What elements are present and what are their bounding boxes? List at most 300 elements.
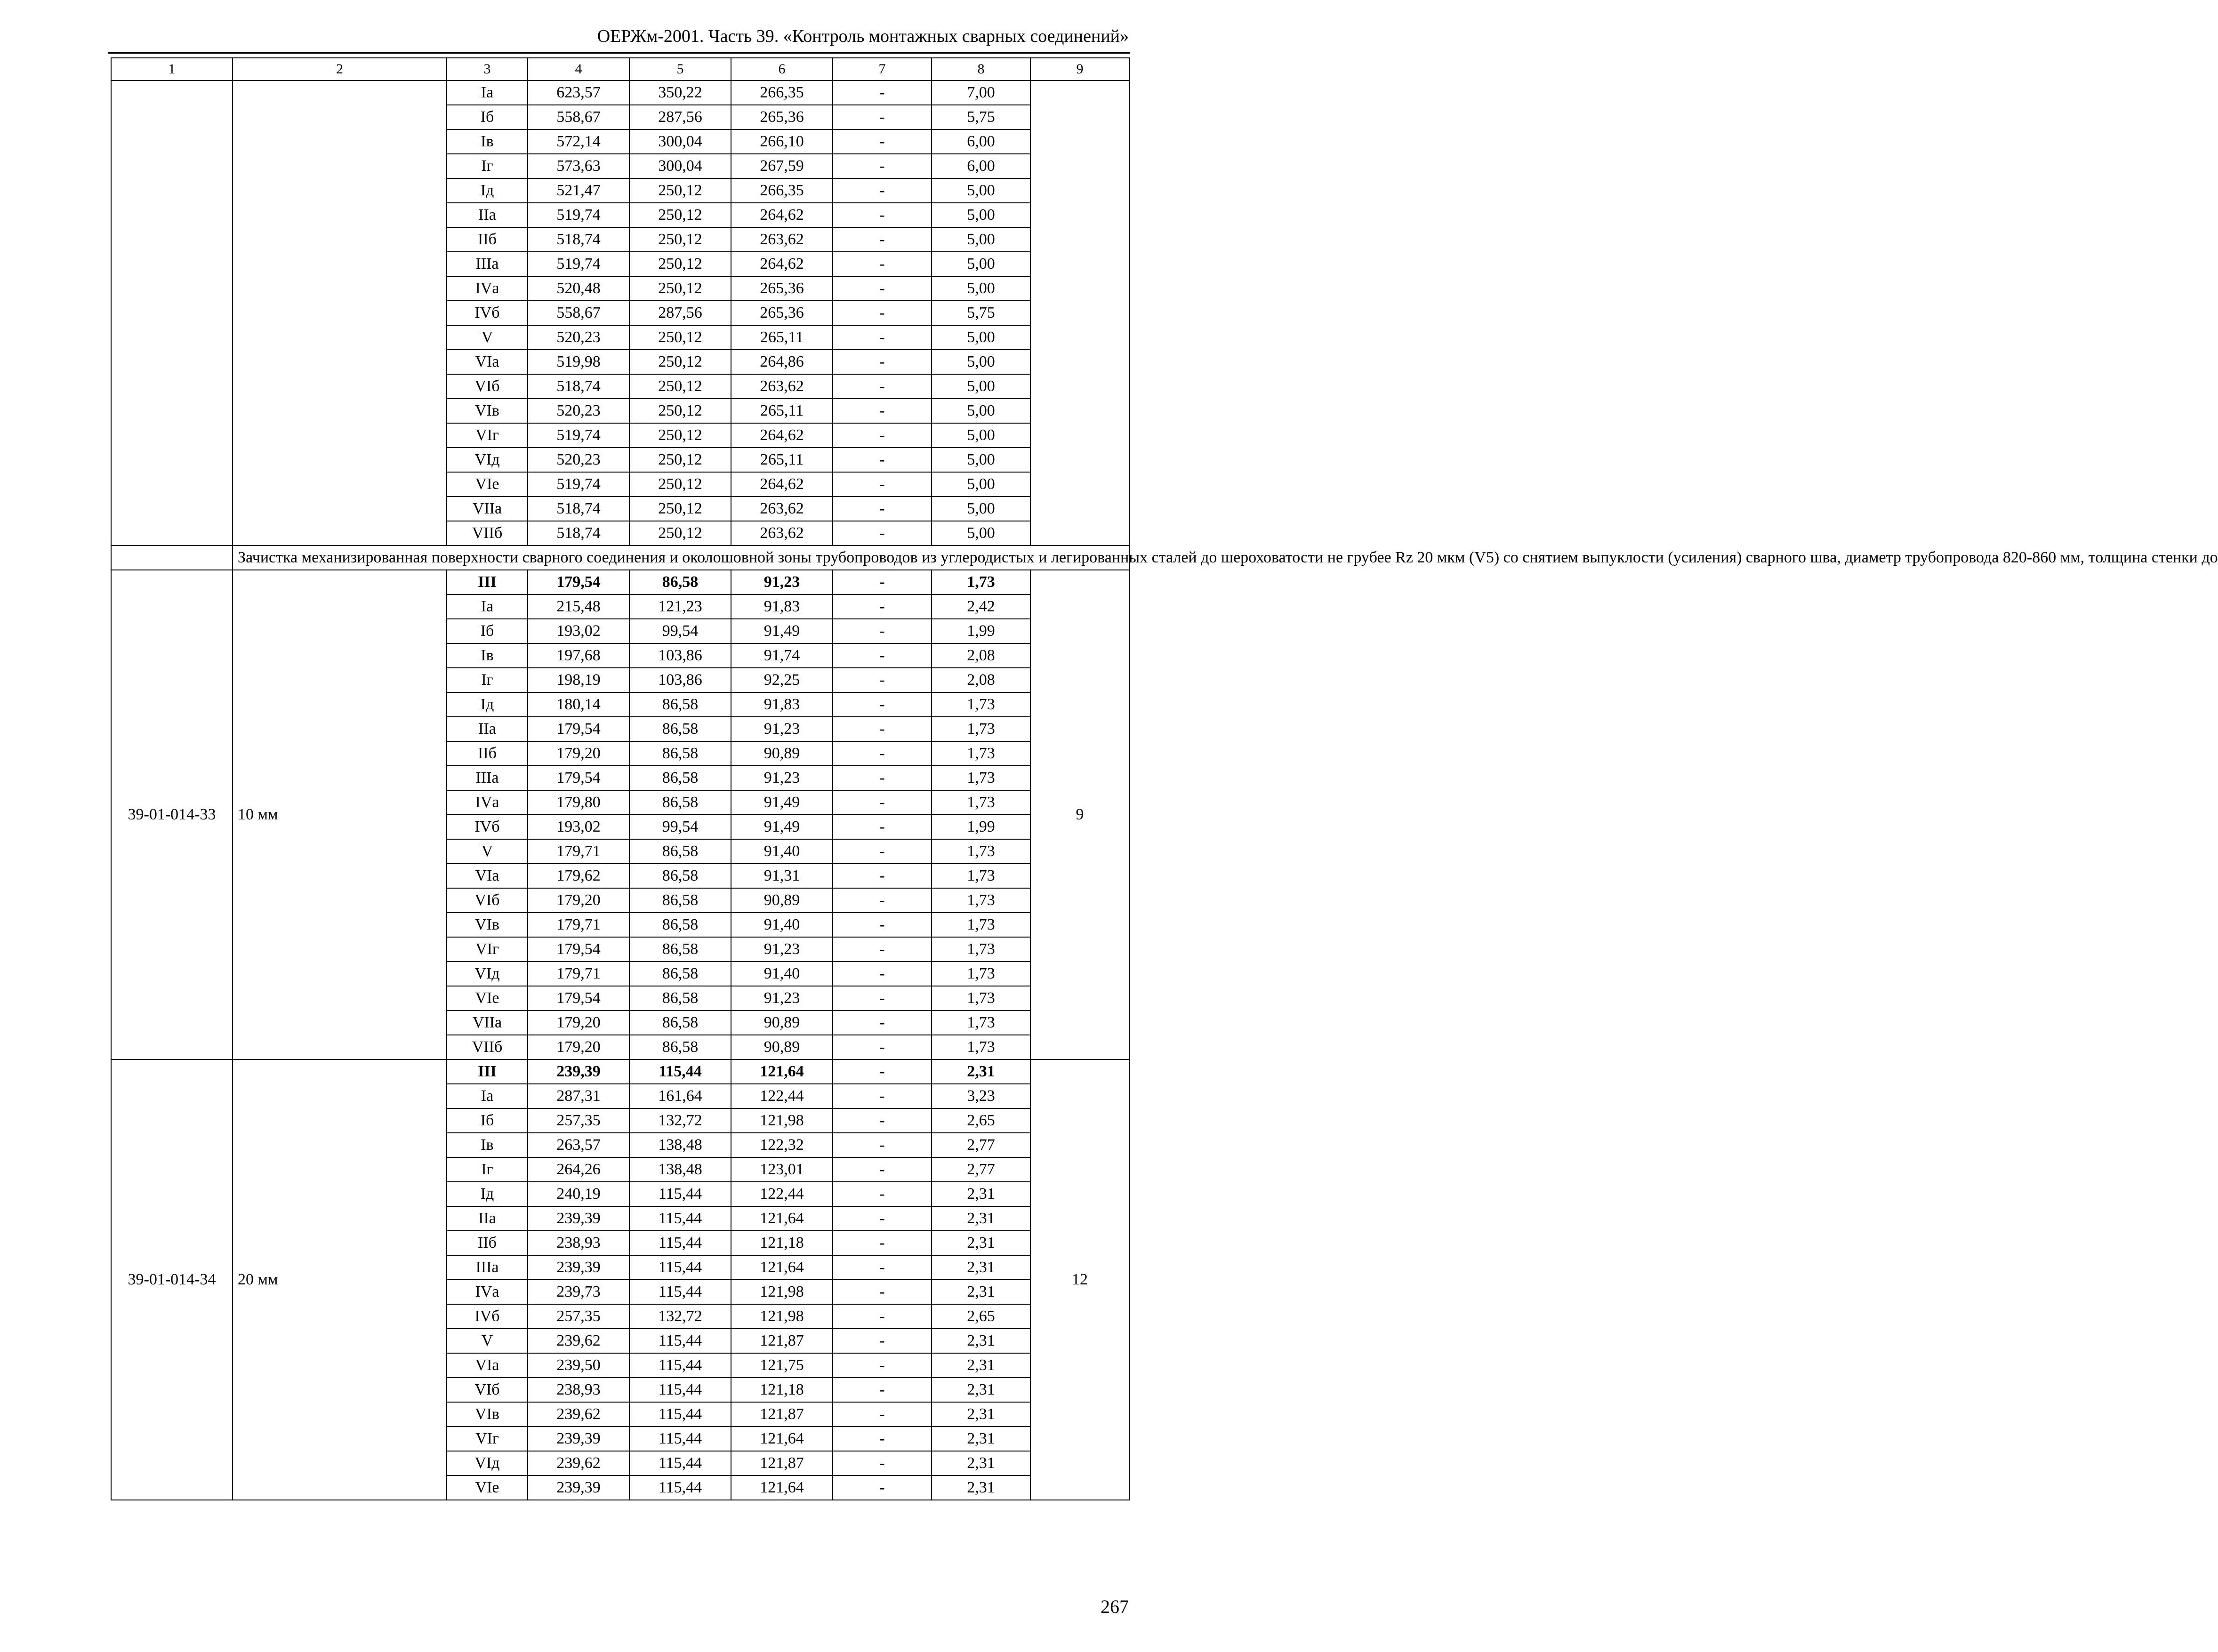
value-cell: 238,93: [528, 1231, 629, 1255]
value-cell: 91,49: [731, 815, 833, 839]
value-cell: -: [833, 154, 932, 178]
value-cell: -: [833, 1035, 932, 1059]
value-cell: 90,89: [731, 741, 833, 766]
value-cell: 5,75: [932, 105, 1030, 129]
value-cell: 121,98: [731, 1108, 833, 1133]
value-cell: 115,44: [629, 1255, 731, 1280]
value-cell: 92,25: [731, 668, 833, 692]
value-cell: VIа: [447, 350, 528, 374]
value-cell: 91,23: [731, 717, 833, 741]
value-cell: IIа: [447, 203, 528, 227]
value-cell: 122,32: [731, 1133, 833, 1157]
value-cell: VIд: [447, 448, 528, 472]
value-cell: VIе: [447, 986, 528, 1010]
value-cell: -: [833, 717, 932, 741]
value-cell: 138,48: [629, 1157, 731, 1182]
value-cell: 91,83: [731, 594, 833, 619]
value-cell: -: [833, 1280, 932, 1304]
value-cell: -: [833, 423, 932, 448]
value-cell: 132,72: [629, 1304, 731, 1329]
value-cell: 300,04: [629, 129, 731, 154]
value-cell: 1,73: [932, 717, 1030, 741]
value-cell: -: [833, 643, 932, 668]
value-cell: 1,73: [932, 913, 1030, 937]
value-cell: 179,54: [528, 986, 629, 1010]
value-cell: 115,44: [629, 1476, 731, 1500]
value-cell: 5,00: [932, 472, 1030, 497]
norms-table: [111, 57, 2218, 1500]
value-cell: Iг: [447, 668, 528, 692]
value-cell: 132,72: [629, 1108, 731, 1133]
value-cell: -: [833, 913, 932, 937]
value-cell: 518,74: [528, 497, 629, 521]
value-cell: 2,31: [932, 1427, 1030, 1451]
value-cell: 103,86: [629, 668, 731, 692]
value-cell: VIг: [447, 937, 528, 962]
value-cell: -: [833, 374, 932, 399]
value-cell: 193,02: [528, 619, 629, 643]
value-cell: Iг: [447, 1157, 528, 1182]
value-cell: -: [833, 1329, 932, 1353]
value-cell: 5,00: [932, 276, 1030, 301]
value-cell: 2,77: [932, 1133, 1030, 1157]
value-cell: VIг: [447, 1427, 528, 1451]
value-cell: 5,00: [932, 497, 1030, 521]
name-cell: 10 мм: [233, 570, 447, 1059]
value-cell: -: [833, 619, 932, 643]
value-cell: 250,12: [629, 203, 731, 227]
value-cell: 520,23: [528, 399, 629, 423]
table-row: [111, 80, 1129, 105]
value-cell: 1,73: [932, 741, 1030, 766]
value-cell: 121,64: [731, 1206, 833, 1231]
value-cell: 1,73: [932, 692, 1030, 717]
value-cell: 179,20: [528, 1035, 629, 1059]
value-cell: VIIа: [447, 497, 528, 521]
value-cell: -: [833, 594, 932, 619]
value-cell: IIа: [447, 717, 528, 741]
value-cell: 520,23: [528, 448, 629, 472]
value-cell: 1,73: [932, 962, 1030, 986]
value-cell: VIд: [447, 962, 528, 986]
value-cell: VIа: [447, 1353, 528, 1378]
value-cell: 239,62: [528, 1402, 629, 1427]
value-cell: 350,22: [629, 80, 731, 105]
value-cell: 91,49: [731, 619, 833, 643]
value-cell: 115,44: [629, 1182, 731, 1206]
value-cell: 5,00: [932, 178, 1030, 203]
value-cell: 1,73: [932, 986, 1030, 1010]
value-cell: 239,39: [528, 1476, 629, 1500]
value-cell: 5,00: [932, 227, 1030, 252]
value-cell: 264,86: [731, 350, 833, 374]
value-cell: 90,89: [731, 1035, 833, 1059]
value-cell: -: [833, 1010, 932, 1035]
value-cell: 1,73: [932, 1035, 1030, 1059]
value-cell: 1,73: [932, 888, 1030, 913]
value-cell: 2,31: [932, 1280, 1030, 1304]
column-number: 2: [233, 58, 447, 80]
value-cell: Iд: [447, 178, 528, 203]
value-cell: 5,75: [932, 301, 1030, 325]
value-cell: 179,71: [528, 913, 629, 937]
value-cell: 5,00: [932, 374, 1030, 399]
value-cell: 519,74: [528, 472, 629, 497]
value-cell: -: [833, 1402, 932, 1427]
value-cell: 91,74: [731, 643, 833, 668]
value-cell: 6,00: [932, 154, 1030, 178]
value-cell: 5,00: [932, 203, 1030, 227]
value-cell: -: [833, 105, 932, 129]
value-cell: V: [447, 839, 528, 864]
value-cell: -: [833, 276, 932, 301]
value-cell: IVб: [447, 1304, 528, 1329]
value-cell: 287,56: [629, 105, 731, 129]
value-cell: -: [833, 668, 932, 692]
value-cell: 250,12: [629, 350, 731, 374]
value-cell: VIб: [447, 888, 528, 913]
value-cell: -: [833, 1378, 932, 1402]
value-cell: VIа: [447, 864, 528, 888]
value-cell: 115,44: [629, 1206, 731, 1231]
value-cell: -: [833, 80, 932, 105]
value-cell: 239,39: [528, 1206, 629, 1231]
value-cell: 264,62: [731, 252, 833, 276]
value-cell: 179,71: [528, 839, 629, 864]
value-cell: 250,12: [629, 276, 731, 301]
value-cell: 121,87: [731, 1329, 833, 1353]
value-cell: 1,73: [932, 1010, 1030, 1035]
value-cell: 86,58: [629, 937, 731, 962]
value-cell: 2,65: [932, 1108, 1030, 1133]
value-cell: 86,58: [629, 717, 731, 741]
value-cell: 518,74: [528, 374, 629, 399]
value-cell: 239,62: [528, 1451, 629, 1476]
value-cell: 90,89: [731, 888, 833, 913]
value-cell: Iб: [447, 105, 528, 129]
value-cell: 2,31: [932, 1231, 1030, 1255]
value-cell: 121,75: [731, 1353, 833, 1378]
value-cell: -: [833, 178, 932, 203]
value-cell: 121,87: [731, 1402, 833, 1427]
column-number: 3: [447, 58, 528, 80]
value-cell: 193,02: [528, 815, 629, 839]
value-cell: 265,36: [731, 301, 833, 325]
value-cell: 2,08: [932, 643, 1030, 668]
value-cell: 122,44: [731, 1182, 833, 1206]
value-cell: 2,31: [932, 1182, 1030, 1206]
value-cell: 86,58: [629, 962, 731, 986]
col9-cell: [1030, 80, 1129, 545]
value-cell: 264,62: [731, 472, 833, 497]
value-cell: 264,62: [731, 203, 833, 227]
value-cell: -: [833, 301, 932, 325]
value-cell: -: [833, 888, 932, 913]
value-cell: 264,62: [731, 423, 833, 448]
name-cell: [233, 80, 447, 545]
value-cell: VIв: [447, 913, 528, 937]
value-cell: 86,58: [629, 888, 731, 913]
value-cell: 121,18: [731, 1378, 833, 1402]
value-cell: VIе: [447, 1476, 528, 1500]
value-cell: 5,00: [932, 350, 1030, 374]
value-cell: Iв: [447, 1133, 528, 1157]
value-cell: 91,49: [731, 790, 833, 815]
value-cell: 179,54: [528, 717, 629, 741]
column-number: 4: [528, 58, 629, 80]
value-cell: 267,59: [731, 154, 833, 178]
value-cell: -: [833, 1059, 932, 1084]
value-cell: 121,64: [731, 1427, 833, 1451]
value-cell: 263,62: [731, 497, 833, 521]
value-cell: 115,44: [629, 1451, 731, 1476]
code-cell: 39-01-014-34: [111, 1059, 233, 1500]
value-cell: -: [833, 692, 932, 717]
value-cell: 179,54: [528, 570, 629, 594]
value-cell: 115,44: [629, 1059, 731, 1084]
value-cell: -: [833, 227, 932, 252]
value-cell: 99,54: [629, 619, 731, 643]
value-cell: -: [833, 448, 932, 472]
value-cell: VIв: [447, 1402, 528, 1427]
col9-cell: 9: [1030, 570, 1129, 1059]
value-cell: 239,62: [528, 1329, 629, 1353]
value-cell: 86,58: [629, 692, 731, 717]
value-cell: 2,08: [932, 668, 1030, 692]
value-cell: -: [833, 570, 932, 594]
value-cell: -: [833, 350, 932, 374]
value-cell: -: [833, 521, 932, 545]
header-rule: [108, 52, 1130, 54]
table-row: [111, 570, 1129, 594]
value-cell: -: [833, 1108, 932, 1133]
value-cell: VIе: [447, 472, 528, 497]
value-cell: -: [833, 252, 932, 276]
value-cell: 86,58: [629, 1035, 731, 1059]
value-cell: 1,99: [932, 815, 1030, 839]
value-cell: 518,74: [528, 227, 629, 252]
value-cell: 572,14: [528, 129, 629, 154]
value-cell: 3,23: [932, 1084, 1030, 1108]
value-cell: 5,00: [932, 325, 1030, 350]
value-cell: 573,63: [528, 154, 629, 178]
value-cell: 287,56: [629, 301, 731, 325]
value-cell: 265,11: [731, 448, 833, 472]
value-cell: 239,39: [528, 1427, 629, 1451]
value-cell: -: [833, 741, 932, 766]
value-cell: VIд: [447, 1451, 528, 1476]
page-header: ОЕРЖм-2001. Часть 39. «Контроль монтажных сварных соединений»: [597, 26, 1129, 46]
value-cell: 115,44: [629, 1231, 731, 1255]
value-cell: Iд: [447, 692, 528, 717]
section-empty-cell: [111, 545, 233, 570]
value-cell: 239,50: [528, 1353, 629, 1378]
value-cell: -: [833, 1451, 932, 1476]
value-cell: 250,12: [629, 472, 731, 497]
value-cell: 179,54: [528, 937, 629, 962]
value-cell: 90,89: [731, 1010, 833, 1035]
value-cell: -: [833, 1353, 932, 1378]
value-cell: -: [833, 1182, 932, 1206]
value-cell: 263,57: [528, 1133, 629, 1157]
value-cell: -: [833, 1427, 932, 1451]
column-number: 1: [111, 58, 233, 80]
value-cell: 265,11: [731, 399, 833, 423]
value-cell: IIа: [447, 1206, 528, 1231]
value-cell: IIIа: [447, 1255, 528, 1280]
value-cell: 1,73: [932, 839, 1030, 864]
value-cell: 86,58: [629, 913, 731, 937]
value-cell: 239,73: [528, 1280, 629, 1304]
value-cell: 250,12: [629, 252, 731, 276]
value-cell: -: [833, 1255, 932, 1280]
value-cell: 265,36: [731, 105, 833, 129]
value-cell: -: [833, 962, 932, 986]
value-cell: 6,00: [932, 129, 1030, 154]
value-cell: 265,36: [731, 276, 833, 301]
value-cell: 91,83: [731, 692, 833, 717]
value-cell: IVа: [447, 790, 528, 815]
value-cell: 7,00: [932, 80, 1030, 105]
value-cell: 250,12: [629, 423, 731, 448]
value-cell: 179,20: [528, 888, 629, 913]
value-cell: -: [833, 497, 932, 521]
value-cell: 86,58: [629, 986, 731, 1010]
value-cell: 2,31: [932, 1059, 1030, 1084]
value-cell: 91,23: [731, 766, 833, 790]
value-cell: 266,10: [731, 129, 833, 154]
value-cell: -: [833, 1157, 932, 1182]
column-number: 6: [731, 58, 833, 80]
value-cell: 250,12: [629, 325, 731, 350]
value-cell: 2,65: [932, 1304, 1030, 1329]
value-cell: 250,12: [629, 374, 731, 399]
value-cell: 198,19: [528, 668, 629, 692]
value-cell: 263,62: [731, 374, 833, 399]
value-cell: 519,74: [528, 203, 629, 227]
value-cell: -: [833, 864, 932, 888]
value-cell: 520,48: [528, 276, 629, 301]
value-cell: 1,73: [932, 790, 1030, 815]
value-cell: -: [833, 839, 932, 864]
value-cell: Iа: [447, 594, 528, 619]
value-cell: 5,00: [932, 521, 1030, 545]
value-cell: 2,31: [932, 1329, 1030, 1353]
value-cell: 86,58: [629, 864, 731, 888]
value-cell: -: [833, 1084, 932, 1108]
value-cell: -: [833, 1133, 932, 1157]
value-cell: 179,20: [528, 1010, 629, 1035]
value-cell: 2,31: [932, 1378, 1030, 1402]
page-number: 267: [1101, 1596, 1129, 1617]
value-cell: 2,31: [932, 1353, 1030, 1378]
value-cell: VIIб: [447, 1035, 528, 1059]
column-number: 5: [629, 58, 731, 80]
value-cell: IIб: [447, 741, 528, 766]
value-cell: 123,01: [731, 1157, 833, 1182]
value-cell: V: [447, 325, 528, 350]
value-cell: Iб: [447, 1108, 528, 1133]
value-cell: 1,73: [932, 937, 1030, 962]
value-cell: 1,73: [932, 570, 1030, 594]
value-cell: 240,19: [528, 1182, 629, 1206]
value-cell: 86,58: [629, 741, 731, 766]
value-cell: 2,31: [932, 1402, 1030, 1427]
value-cell: Iв: [447, 643, 528, 668]
value-cell: VIв: [447, 399, 528, 423]
value-cell: 2,77: [932, 1157, 1030, 1182]
section-row: [111, 545, 1129, 570]
value-cell: VIб: [447, 374, 528, 399]
column-number: 8: [932, 58, 1030, 80]
column-number: 7: [833, 58, 932, 80]
value-cell: VIIб: [447, 521, 528, 545]
value-cell: 91,40: [731, 962, 833, 986]
value-cell: 2,31: [932, 1451, 1030, 1476]
table-body: [111, 80, 2218, 1500]
value-cell: 115,44: [629, 1378, 731, 1402]
value-cell: IIб: [447, 1231, 528, 1255]
value-cell: -: [833, 937, 932, 962]
code-cell: [111, 80, 233, 545]
value-cell: 115,44: [629, 1402, 731, 1427]
value-cell: -: [833, 1304, 932, 1329]
value-cell: 1,99: [932, 619, 1030, 643]
value-cell: 257,35: [528, 1304, 629, 1329]
value-cell: 91,23: [731, 986, 833, 1010]
value-cell: 2,31: [932, 1476, 1030, 1500]
value-cell: 519,74: [528, 252, 629, 276]
value-cell: 121,64: [731, 1476, 833, 1500]
value-cell: 103,86: [629, 643, 731, 668]
value-cell: 99,54: [629, 815, 731, 839]
value-cell: V: [447, 1329, 528, 1353]
value-cell: 250,12: [629, 399, 731, 423]
value-cell: 250,12: [629, 227, 731, 252]
value-cell: 121,87: [731, 1451, 833, 1476]
value-cell: 238,93: [528, 1378, 629, 1402]
value-cell: -: [833, 1476, 932, 1500]
value-cell: -: [833, 1231, 932, 1255]
value-cell: 161,64: [629, 1084, 731, 1108]
value-cell: Iг: [447, 154, 528, 178]
value-cell: -: [833, 129, 932, 154]
value-cell: -: [833, 1206, 932, 1231]
value-cell: IVа: [447, 276, 528, 301]
value-cell: 250,12: [629, 448, 731, 472]
col9-cell: 12: [1030, 1059, 1129, 1500]
value-cell: 519,74: [528, 423, 629, 448]
code-cell: 39-01-014-33: [111, 570, 233, 1059]
value-cell: 558,67: [528, 301, 629, 325]
value-cell: IVб: [447, 301, 528, 325]
section-title: Зачистка механизированная поверхности сварного соединения и околошовной зоны трубопроводов из углеродистых и легированных сталей до шероховатости не грубее Rz 20 мкм (V5) со снятием выпуклости (усиления) сварного шва, диаметр трубопровода 820-860 мм, толщина стенки до: [233, 545, 1129, 570]
value-cell: 5,00: [932, 423, 1030, 448]
value-cell: 250,12: [629, 178, 731, 203]
value-cell: 121,23: [629, 594, 731, 619]
value-cell: -: [833, 325, 932, 350]
value-cell: Iв: [447, 129, 528, 154]
value-cell: -: [833, 986, 932, 1010]
value-cell: 86,58: [629, 570, 731, 594]
value-cell: III: [447, 1059, 528, 1084]
value-cell: -: [833, 766, 932, 790]
value-cell: -: [833, 790, 932, 815]
value-cell: 239,39: [528, 1255, 629, 1280]
value-cell: IVб: [447, 815, 528, 839]
value-cell: 179,62: [528, 864, 629, 888]
value-cell: 91,23: [731, 570, 833, 594]
